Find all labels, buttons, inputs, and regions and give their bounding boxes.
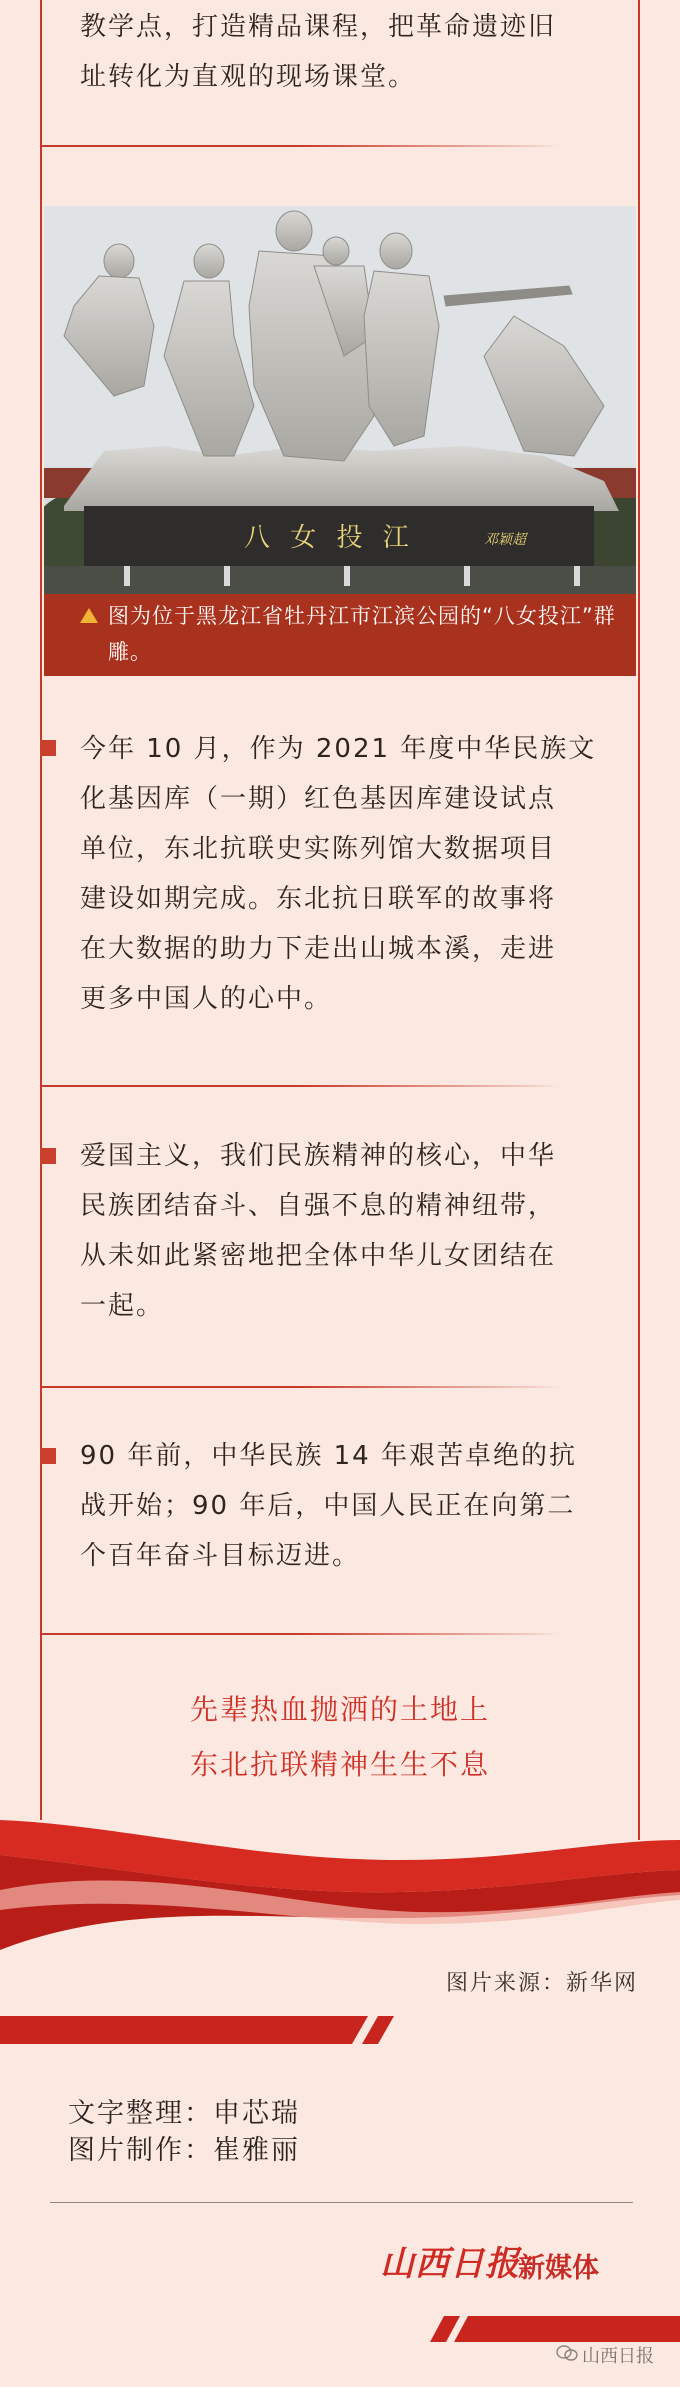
paragraph-line: 建设如期完成。东北抗日联军的故事将 bbox=[80, 884, 557, 914]
section-divider bbox=[40, 145, 560, 147]
paragraph-line: 90 年前，中华民族 14 年艰苦卓绝的抗 bbox=[80, 1441, 577, 1471]
bullet-square bbox=[40, 740, 56, 756]
paragraph-line: 战开始；90 年后，中国人民正在向第二 bbox=[80, 1491, 576, 1521]
slogan-line-1: 先辈热血抛洒的土地上 bbox=[189, 1693, 490, 1726]
monument-signature: 邓颖超 bbox=[484, 532, 526, 548]
intro-paragraph bbox=[80, 2, 605, 102]
section-divider bbox=[40, 1633, 560, 1635]
section-divider bbox=[40, 1386, 560, 1388]
paragraph-ninety-years bbox=[80, 1431, 605, 1581]
paragraph-line: 从未如此紧密地把全体中华儿女团结在 bbox=[80, 1241, 557, 1271]
paragraph-patriotism bbox=[80, 1131, 605, 1331]
shanxi-daily-logo: 山西日报 bbox=[380, 2244, 520, 2284]
eight-women-monument-image bbox=[44, 206, 636, 594]
bullet-square bbox=[40, 1448, 56, 1464]
paragraph-line: 民族团结奋斗、自强不息的精神纽带， bbox=[80, 1191, 557, 1221]
intro-line: 址转化为直观的现场课堂。 bbox=[80, 62, 417, 92]
photo-caption bbox=[44, 594, 636, 676]
paragraph-line: 今年 10 月，作为 2021 年度中华民族文 bbox=[80, 734, 597, 764]
right-frame-line bbox=[638, 0, 640, 1840]
monument-photo bbox=[44, 206, 636, 594]
paragraph-line: 在大数据的助力下走出山城本溪，走进 bbox=[80, 934, 557, 964]
paragraph-line: 更多中国人的心中。 bbox=[80, 984, 333, 1014]
paragraph-line: 一起。 bbox=[80, 1291, 165, 1321]
image-source: 图片来源：新华网 bbox=[445, 1971, 638, 1996]
text-credit: 文字整理：申芯瑞 bbox=[68, 2098, 300, 2129]
monument-inscription: 八 女 投 江 bbox=[244, 523, 415, 553]
intro-line: 教学点，打造精品课程，把革命遗迹旧 bbox=[80, 12, 557, 42]
wechat-icon bbox=[556, 2345, 578, 2361]
red-ribbon-decoration bbox=[0, 1800, 680, 1970]
left-frame-line bbox=[40, 0, 42, 1820]
section-divider bbox=[40, 1085, 560, 1087]
red-stripe-bar bbox=[0, 2016, 400, 2046]
paragraph-line: 化基因库（一期）红色基因库建设试点 bbox=[80, 784, 557, 814]
caption-text: 图为位于黑龙江省牡丹江市江滨公园的“八女投江”群雕。 bbox=[108, 604, 616, 664]
image-credit: 图片制作：崔雅丽 bbox=[68, 2135, 300, 2166]
paragraph-line: 爱国主义，我们民族精神的核心，中华 bbox=[80, 1141, 557, 1171]
bullet-square bbox=[40, 1148, 56, 1164]
bottom-red-stripe bbox=[430, 2316, 680, 2342]
paragraph-line: 单位，东北抗联史实陈列馆大数据项目 bbox=[80, 834, 557, 864]
triangle-icon bbox=[80, 608, 98, 623]
watermark-text: 山西日报 bbox=[582, 2346, 654, 2367]
footer-divider bbox=[50, 2202, 633, 2203]
paragraph-line: 个百年奋斗目标迈进。 bbox=[80, 1541, 361, 1571]
slogan-line-2: 东北抗联精神生生不息 bbox=[189, 1748, 490, 1781]
logo-suffix: 新媒体 bbox=[518, 2253, 599, 2284]
paragraph-big-data bbox=[80, 724, 605, 1024]
